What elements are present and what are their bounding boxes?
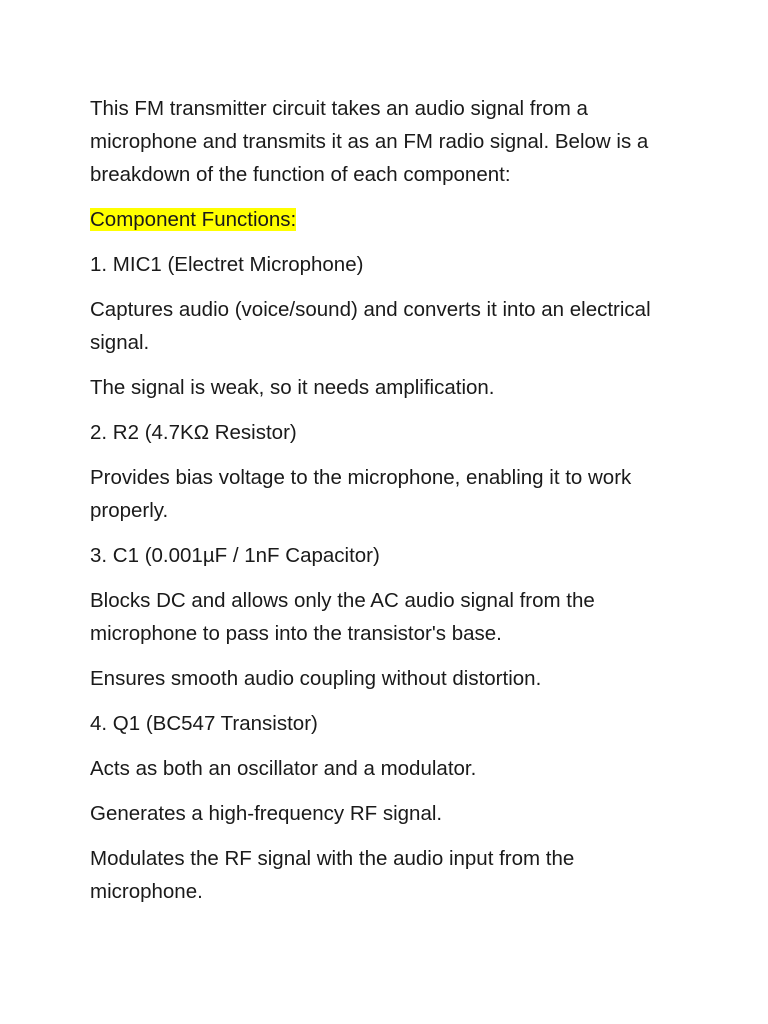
component-heading-r2: 2. R2 (4.7KΩ Resistor)	[90, 421, 297, 444]
component-heading-c1: 3. C1 (0.001µF / 1nF Capacitor)	[90, 544, 380, 567]
component-description: Ensures smooth audio coupling without distortion.	[90, 667, 542, 690]
component-description: Modulates the RF signal with the audio input from the microphone.	[90, 847, 575, 903]
component-description: Blocks DC and allows only the AC audio signal from the microphone to pass into the transistor's base.	[90, 589, 595, 645]
section-heading	[90, 203, 680, 236]
component-heading-q1: 4. Q1 (BC547 Transistor)	[90, 712, 318, 735]
component-description: Captures audio (voice/sound) and converts it into an electrical signal.	[90, 298, 651, 354]
component-description: The signal is weak, so it needs amplification.	[90, 376, 495, 399]
section-heading-text: Component Functions:	[90, 208, 297, 231]
component-heading-mic1: 1. MIC1 (Electret Microphone)	[90, 253, 364, 276]
component-description: Generates a high-frequency RF signal.	[90, 802, 443, 825]
intro-paragraph: This FM transmitter circuit takes an audio signal from a microphone and transmits it as an FM radio signal. Below is a breakdown of the function of each component:	[90, 97, 649, 186]
component-description: Acts as both an oscillator and a modulator.	[90, 757, 477, 780]
document-page	[90, 92, 680, 920]
component-description: Provides bias voltage to the microphone, enabling it to work properly.	[90, 466, 632, 522]
